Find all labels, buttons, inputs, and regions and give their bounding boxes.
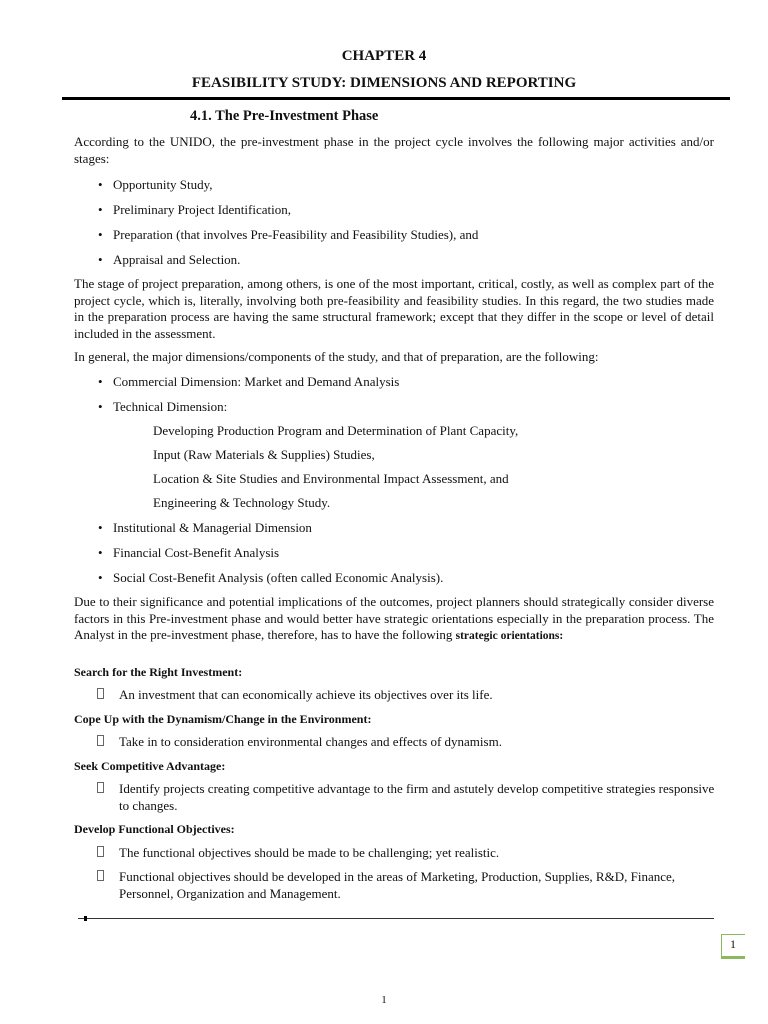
section-title: 4.1. The Pre-Investment Phase <box>190 108 379 124</box>
strategic-paragraph <box>74 594 714 645</box>
technical-subitem: Engineering & Technology Study. <box>153 495 331 510</box>
missing-glyph-icon <box>97 782 104 793</box>
page-box-number: 1 <box>730 937 736 951</box>
stage-label: • Appraisal and Selection. <box>113 252 241 267</box>
orientation-item <box>97 845 717 862</box>
missing-glyph-icon <box>97 846 104 857</box>
stage-item <box>98 177 708 194</box>
orientation-heading: Seek Competitive Advantage: <box>74 759 226 773</box>
footer-page-number: 1 <box>381 994 387 1006</box>
dimension-item <box>98 374 708 391</box>
dimension-label: • Financial Cost-Benefit Analysis <box>113 545 280 560</box>
stage-item <box>98 252 708 269</box>
dimension-item <box>98 545 708 562</box>
stage-item <box>98 202 708 219</box>
dimension-item <box>98 399 708 416</box>
stage-label: • Preliminary Project Identification, <box>113 202 291 217</box>
dimension-label: • Technical Dimension: <box>113 399 228 414</box>
dimensions-intro: In general, the major dimensions/components of the study, and that of preparation, are the following: <box>74 349 599 364</box>
technical-subitem: Location & Site Studies and Environmental Impact Assessment, and <box>153 471 509 486</box>
orientation-item <box>97 687 717 704</box>
preparation-paragraph: The stage of project preparation, among others, is one of the most important, critical, costly, as well as complex part of the project cycle, which is, literally, involving both pre-feasibility and feasibility studies. In this regard, the two studies made in the preparation process are having the same structural framework; except that they differ in the scope or level of detail included in the assessment. <box>74 276 714 341</box>
dimension-label: • Social Cost-Benefit Analysis (often called Economic Analysis). <box>113 570 444 585</box>
strategic-paragraph-text: Due to their significance and potential implications of the outcomes, project planners should strategically consider diverse factors in this Pre-investment phase and would better have strategic orientations especially in the preparation process. The Analyst in the pre-investment phase, therefore, has to have the following <box>74 594 714 642</box>
chapter-number: CHAPTER 4 <box>341 48 427 64</box>
dimension-label: • Institutional & Managerial Dimension <box>113 520 312 535</box>
orientation-item <box>97 869 717 902</box>
footer-rule-mark <box>84 916 87 921</box>
orientation-heading: Develop Functional Objectives: <box>74 822 235 836</box>
orientation-item-text: The functional objectives should be made to be challenging; yet realistic. <box>119 845 500 860</box>
orientation-heading: Cope Up with the Dynamism/Change in the Environment: <box>74 712 372 726</box>
orientation-item <box>97 781 717 814</box>
dimension-label: • Commercial Dimension: Market and Demand Analysis <box>113 374 400 389</box>
orientation-item-text: Take in to consideration environmental changes and effects of dynamism. <box>119 734 502 749</box>
orientation-item-text: Functional objectives should be developed in the areas of Marketing, Production, Supplies, R&D, Finance, Personnel, Organization and Management. <box>119 869 676 901</box>
chapter-title: FEASIBILITY STUDY: DIMENSIONS AND REPORTING <box>191 75 577 91</box>
missing-glyph-icon <box>97 688 104 699</box>
page-box-top-border <box>721 934 745 935</box>
strategic-orientations-bold: strategic orientations: <box>455 630 564 642</box>
stage-label: • Opportunity Study, <box>113 177 213 192</box>
missing-glyph-icon <box>97 870 104 881</box>
missing-glyph-icon <box>97 735 104 746</box>
dimension-item <box>98 520 708 537</box>
technical-subitem: Developing Production Program and Determination of Plant Capacity, <box>153 423 519 438</box>
stage-label: • Preparation (that involves Pre-Feasibility and Feasibility Studies), and <box>113 227 479 242</box>
footer-rule <box>78 918 714 919</box>
orientation-item-text: An investment that can economically achieve its objectives over its life. <box>119 687 493 702</box>
page-number-box <box>721 934 745 958</box>
technical-subitem: Input (Raw Materials & Supplies) Studies, <box>153 447 375 462</box>
orientation-heading: Search for the Right Investment: <box>74 665 243 679</box>
intro-paragraph: According to the UNIDO, the pre-investment phase in the project cycle involves the following major activities and/or stages: <box>74 134 714 166</box>
header-rule <box>62 97 730 100</box>
stage-item <box>98 227 708 244</box>
page-box-bottom-border <box>721 956 745 959</box>
orientation-item-text: Identify projects creating competitive advantage to the firm and astutely develop competitive strategies responsive to changes. <box>119 781 715 813</box>
dimension-item <box>98 570 708 587</box>
orientation-item <box>97 734 717 751</box>
